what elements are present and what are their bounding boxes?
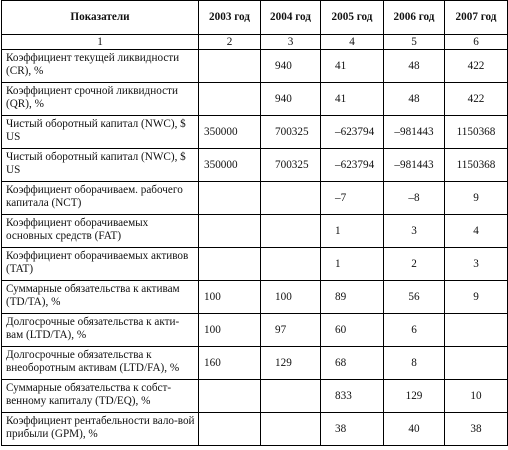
- column-number: 6: [445, 35, 508, 50]
- value-cell: 89: [321, 281, 384, 314]
- value-cell: 129: [384, 380, 445, 413]
- value-cell: 350000: [199, 149, 261, 182]
- value-cell: 10: [445, 380, 508, 413]
- value-cell: 56: [384, 281, 445, 314]
- column-number: 5: [384, 35, 445, 50]
- table-row: [2, 413, 508, 446]
- value-cell: 40: [384, 413, 445, 446]
- value-cell: 2: [384, 248, 445, 281]
- value-cell: 4: [445, 215, 508, 248]
- value-cell: 940: [261, 83, 321, 116]
- value-cell: [445, 314, 508, 347]
- value-cell: 422: [445, 83, 508, 116]
- value-cell: [261, 380, 321, 413]
- indicators-table: [1, 0, 508, 446]
- indicator-label: Коэффициент оборачиваемых основных средств (FAT): [2, 215, 199, 248]
- value-cell: [199, 182, 261, 215]
- indicator-label: Коэффициент рентабельности вало-вой прибыли (GPM), %: [2, 413, 199, 446]
- value-cell: [199, 248, 261, 281]
- table-row: [2, 347, 508, 380]
- value-cell: 38: [445, 413, 508, 446]
- value-cell: 6: [384, 314, 445, 347]
- value-cell: 60: [321, 314, 384, 347]
- value-cell: 38: [321, 413, 384, 446]
- value-cell: 129: [261, 347, 321, 380]
- table-row: [2, 50, 508, 83]
- indicator-label: Коэффициент срочной ликвидности (QR), %: [2, 83, 199, 116]
- column-number: 1: [2, 35, 199, 50]
- value-cell: 700325: [261, 149, 321, 182]
- value-cell: –7: [321, 182, 384, 215]
- value-cell: [261, 413, 321, 446]
- column-number: 2: [199, 35, 261, 50]
- header-2003: 2003 год: [199, 1, 261, 35]
- value-cell: 350000: [199, 116, 261, 149]
- value-cell: [199, 83, 261, 116]
- value-cell: 9: [445, 281, 508, 314]
- header-2007: 2007 год: [445, 1, 508, 35]
- value-cell: [199, 50, 261, 83]
- header-indicators: Показатели: [2, 1, 199, 35]
- value-cell: 48: [384, 83, 445, 116]
- value-cell: 940: [261, 50, 321, 83]
- value-cell: 68: [321, 347, 384, 380]
- value-cell: [199, 380, 261, 413]
- value-cell: 1: [321, 248, 384, 281]
- value-cell: 9: [445, 182, 508, 215]
- value-cell: –981443: [384, 116, 445, 149]
- table-row: [2, 116, 508, 149]
- value-cell: [261, 182, 321, 215]
- value-cell: 1: [321, 215, 384, 248]
- value-cell: [445, 347, 508, 380]
- indicator-label: Суммарные обязательства к активам (TD/TA), %: [2, 281, 199, 314]
- value-cell: 422: [445, 50, 508, 83]
- value-cell: 100: [199, 281, 261, 314]
- value-cell: –623794: [321, 149, 384, 182]
- value-cell: 100: [199, 314, 261, 347]
- value-cell: 41: [321, 50, 384, 83]
- column-number: 4: [321, 35, 384, 50]
- value-cell: 48: [384, 50, 445, 83]
- indicator-label: Коэффициент оборачиваем. рабочего капитала (NCT): [2, 182, 199, 215]
- indicator-label: Коэффициент текущей ликвидности (CR), %: [2, 50, 199, 83]
- value-cell: –981443: [384, 149, 445, 182]
- indicator-label: Чистый оборотный капитал (NWC), $ US: [2, 116, 199, 149]
- value-cell: 3: [384, 215, 445, 248]
- value-cell: [261, 248, 321, 281]
- value-cell: 100: [261, 281, 321, 314]
- table-body: [2, 35, 508, 446]
- value-cell: 833: [321, 380, 384, 413]
- indicator-label: Чистый оборотный капитал (NWC), $ US: [2, 149, 199, 182]
- value-cell: 41: [321, 83, 384, 116]
- value-cell: 160: [199, 347, 261, 380]
- column-number-row: [2, 35, 508, 50]
- indicator-label: Долгосрочные обязательства к внеоборотным активам (LTD/FA), %: [2, 347, 199, 380]
- value-cell: –623794: [321, 116, 384, 149]
- indicator-label: Суммарные обязательства к собст-венному капиталу (TD/EQ), %: [2, 380, 199, 413]
- value-cell: [199, 413, 261, 446]
- value-cell: [199, 215, 261, 248]
- table-row: [2, 215, 508, 248]
- table-row: [2, 149, 508, 182]
- table-row: [2, 380, 508, 413]
- table-row: [2, 248, 508, 281]
- table-row: [2, 83, 508, 116]
- header-2006: 2006 год: [384, 1, 445, 35]
- value-cell: [261, 215, 321, 248]
- value-cell: 700325: [261, 116, 321, 149]
- indicator-label: Долгосрочные обязательства к акти-вам (LTD/TA), %: [2, 314, 199, 347]
- value-cell: 1150368: [445, 116, 508, 149]
- header-2005: 2005 год: [321, 1, 384, 35]
- value-cell: 1150368: [445, 149, 508, 182]
- value-cell: –8: [384, 182, 445, 215]
- table-row: [2, 281, 508, 314]
- value-cell: 3: [445, 248, 508, 281]
- indicator-label: Коэффициент оборачиваемых активов (TAT): [2, 248, 199, 281]
- table-row: [2, 314, 508, 347]
- header-row: [2, 1, 508, 35]
- header-2004: 2004 год: [261, 1, 321, 35]
- table-row: [2, 182, 508, 215]
- value-cell: 97: [261, 314, 321, 347]
- value-cell: 8: [384, 347, 445, 380]
- column-number: 3: [261, 35, 321, 50]
